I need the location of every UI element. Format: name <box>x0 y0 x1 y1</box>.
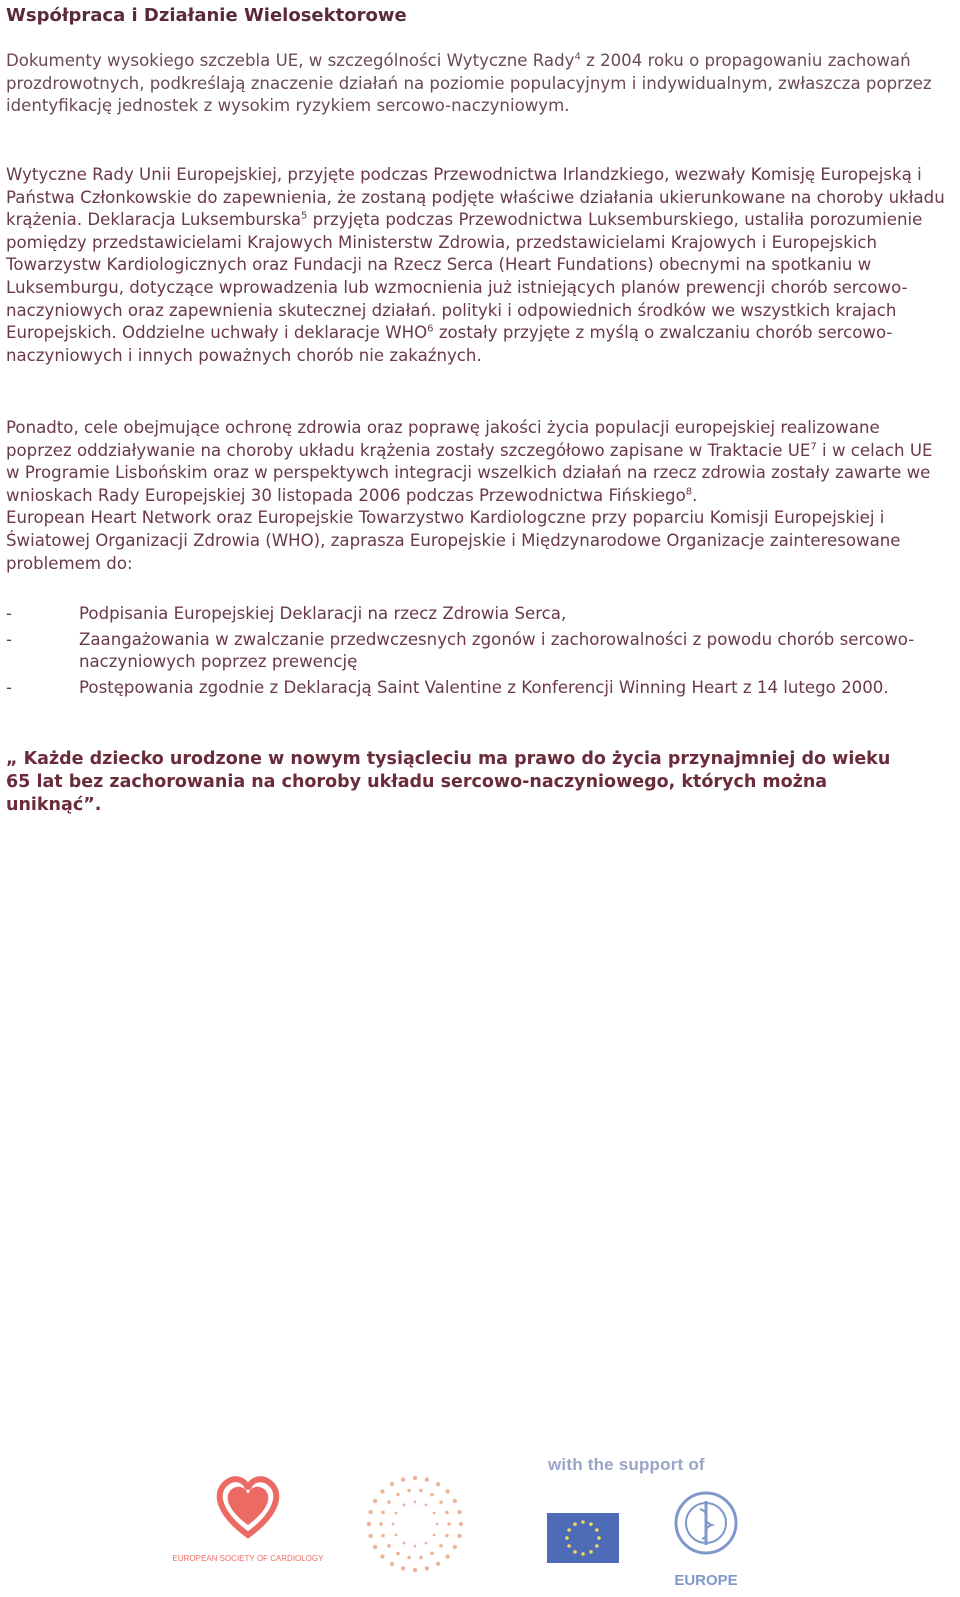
dot <box>436 1562 440 1566</box>
dot <box>419 1489 423 1493</box>
star <box>567 1528 571 1532</box>
dot <box>445 1489 449 1493</box>
dot <box>430 1552 434 1556</box>
dot <box>368 1534 372 1538</box>
list-dash: - <box>6 629 12 649</box>
european-society-of-cardiology-logo <box>365 1469 465 1579</box>
list-dash: - <box>6 604 12 623</box>
dot <box>414 1501 417 1504</box>
footnote-ref-8: 8 <box>685 486 693 498</box>
star <box>565 1536 569 1540</box>
dot <box>453 1499 457 1503</box>
dot <box>453 1545 457 1549</box>
invitation-list <box>6 603 956 702</box>
footnote-ref-4: 4 <box>574 51 581 63</box>
star <box>567 1544 571 1548</box>
dot <box>445 1534 449 1538</box>
star <box>581 1552 585 1556</box>
paragraph-text: i w celach UE w Programie Lisbońskim oraz w perspektywch integracji wszelkich działań na rzecz zdrowia zostały zawarte we wnioskach Rady Europejskiej 30 listopada 2006 podczas Przewodnictwa Fińskiego <box>6 440 933 505</box>
dot <box>430 1493 434 1497</box>
logo-text: EUROPEAN SOCIETY OF CARDIOLOGY <box>172 1554 324 1563</box>
dot <box>414 1545 417 1548</box>
dot <box>390 1482 394 1486</box>
dot <box>425 1504 428 1507</box>
paragraph-text: przyjęta podczas Przewodnictwa Luksemburskiego, ustaliła porozumienie pomiędzy przedstawicielami Krajowych Ministerstw Zdrowia, przedstawicielami Krajowych i Europejskich Towarzystw Kardiologicznych oraz Fundacji na Rzecz Serca (Heart Fundations) obecnymi na spotkaniu w Luksemburgu, dotyczące wprowadzenia lub wzmocnienia już istniejących planów prewencji chorób sercowo-naczyniowych oraz zapewnienia skutecznej działań. polityki i odpowiednich środków we wszystkich krajach Europejskich. Oddzielne uchwały i deklaracje WHO <box>6 210 923 343</box>
logo-text: EUROPE <box>674 1572 738 1589</box>
dot <box>439 1500 443 1504</box>
dot <box>395 1534 398 1537</box>
dots-ring-icon <box>367 1476 463 1572</box>
star <box>597 1536 601 1540</box>
dot <box>436 1523 439 1526</box>
dot <box>380 1489 384 1493</box>
dot <box>413 1476 417 1480</box>
dot <box>403 1542 406 1545</box>
closing-quote: „ Każde dziecko urodzone w nowym tysiącleciu ma prawo do życia przynajmniej do wieku 65 lat bez zachorowania na choroby układu sercowo-naczyniowego, których można uniknąć”. <box>6 749 891 815</box>
dot <box>368 1510 372 1514</box>
footnote-ref-7: 7 <box>810 441 817 453</box>
dot <box>373 1545 377 1549</box>
dot <box>433 1512 436 1515</box>
dot <box>439 1544 443 1548</box>
page-title: Współpraca i Działanie Wielosektorowe <box>6 5 407 26</box>
dot <box>447 1522 451 1526</box>
list-item-text: Postępowania zgodnie z Deklaracją Saint Valentine z Konferencji Winning Heart z 14 lutego 2000. <box>79 677 889 697</box>
list-item-text: Zaangażowania w zwalczanie przedwczesnych zgonów i zachorowalności z powodu chorób sercowo-naczyniowych poprzez prewencję <box>79 629 915 672</box>
dot <box>403 1504 406 1507</box>
star <box>589 1550 593 1554</box>
dot <box>425 1542 428 1545</box>
dot <box>390 1562 394 1566</box>
dot <box>367 1522 371 1526</box>
list-item <box>6 603 956 626</box>
dot <box>425 1477 429 1481</box>
dot <box>425 1566 429 1570</box>
dot <box>433 1534 436 1537</box>
dot <box>373 1499 377 1503</box>
dot <box>445 1511 449 1515</box>
dot <box>379 1522 383 1526</box>
dot <box>395 1512 398 1515</box>
paragraph-text: Wytyczne Rady Unii Europejskiej, przyjęte podczas Przewodnictwa Irlandzkiego, wezwały Komisję Europejską i Państwa Członkowskie do zapewnienia, że zostaną podjęte właściwe działania ukierunkowane na choroby układu krążenia. Deklaracja Luksemburska <box>6 165 945 230</box>
paragraph-text: . <box>692 485 698 505</box>
star <box>589 1522 593 1526</box>
dot <box>445 1554 449 1558</box>
star <box>595 1544 599 1548</box>
support-label: with the support of <box>548 1455 705 1474</box>
star <box>573 1550 577 1554</box>
dot <box>380 1554 384 1558</box>
list-item-text: Podpisania Europejskiej Deklaracji na rzecz Zdrowia Serca, <box>79 604 567 623</box>
dot <box>401 1477 405 1481</box>
dot <box>387 1500 391 1504</box>
dot <box>401 1566 405 1570</box>
dot <box>407 1489 411 1493</box>
footer-logos <box>0 1445 960 1597</box>
dot <box>419 1556 423 1560</box>
dot <box>396 1493 400 1497</box>
paragraph-text: zostały przyjęte z myślą o zwalczaniu chorób sercowo-naczyniowych i innych poważnych chorób nie zakaźnych. <box>6 323 893 365</box>
list-item <box>6 629 956 674</box>
list-dash: - <box>6 677 12 697</box>
dot <box>381 1511 385 1515</box>
paragraph-text: European Heart Network oraz Europejskie Towarzystwo Kardiologczne przy poparciu Komisji Europejskiej i Światowej Organizacji Zdrowia (WHO), zaprasza Europejskie i Międzynarodowe Organizacje zainteresowane problemem do: <box>6 508 901 573</box>
footnote-ref-5: 5 <box>301 210 308 222</box>
list-item <box>6 677 956 700</box>
dot <box>457 1510 461 1514</box>
eu-flag-logo <box>547 1513 619 1563</box>
dot <box>457 1534 461 1538</box>
dot <box>413 1568 417 1572</box>
paragraph-health-goals <box>6 417 941 575</box>
paragraph-text: Ponadto, cele obejmujące ochronę zdrowia oraz poprawę jakości życia populacji europejskiej realizowane poprzez oddziaływanie na choroby układu krążenia zostały szczegółowo zapisane w Traktacie UE <box>6 418 880 460</box>
paragraph-council-guidelines <box>6 164 956 367</box>
star <box>573 1522 577 1526</box>
dot <box>436 1482 440 1486</box>
dot <box>387 1544 391 1548</box>
paragraph-eu-documents <box>6 50 951 118</box>
paragraph-text: Dokumenty wysokiego szczebla UE, w szczególności Wytyczne Rady <box>6 51 575 70</box>
dot <box>381 1534 385 1538</box>
dot <box>459 1522 463 1526</box>
star <box>595 1528 599 1532</box>
star <box>581 1520 585 1524</box>
dot <box>407 1556 411 1560</box>
footnote-ref-6: 6 <box>427 323 434 335</box>
paragraph-text: z 2004 roku o propagowaniu zachowań prozdrowotnych, podkreślają znaczenie działań na poziomie populacyjnym i indywidualnym, zwłaszcza poprzez identyfikację jednostek z wysokim ryzykiem sercowo-naczyniowym. <box>6 51 932 116</box>
european-heart-network-logo <box>172 1463 324 1591</box>
who-logo <box>670 1483 742 1595</box>
dot <box>392 1523 395 1526</box>
dot <box>396 1552 400 1556</box>
